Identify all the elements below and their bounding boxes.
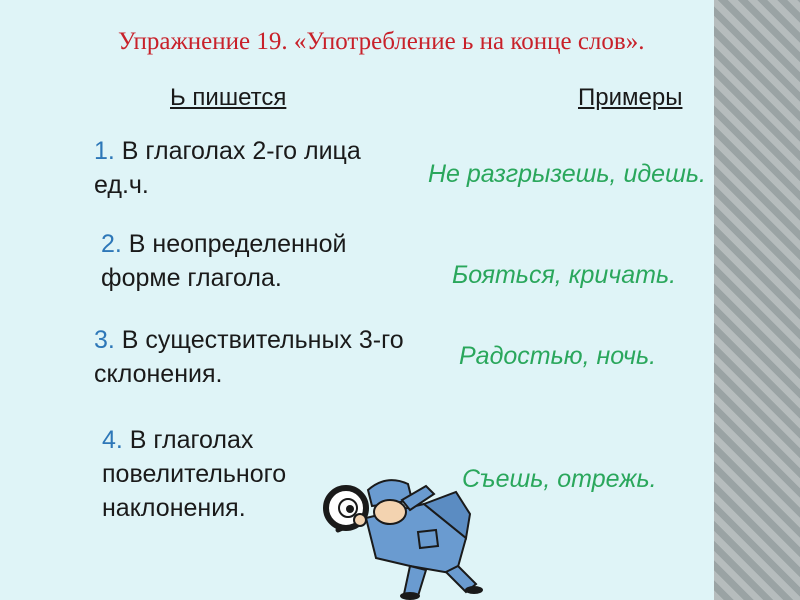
example-item-3: Радостью, ночь. bbox=[459, 342, 657, 370]
detective-with-magnifier-clipart bbox=[306, 474, 484, 600]
example-item-1: Не разгрызешь, идешь. bbox=[428, 160, 706, 188]
exercise-title: Упражнение 19. «Употребление ь на конце слов». bbox=[118, 28, 645, 55]
example-item-4: Съешь, отрежь. bbox=[462, 465, 657, 493]
rule-item-2 bbox=[101, 227, 431, 295]
rule-item-3 bbox=[94, 323, 444, 391]
rule-number: 3. bbox=[94, 326, 115, 354]
rule-number: 1. bbox=[94, 137, 115, 165]
rule-text: В глаголах 2-го лица ед.ч. bbox=[94, 137, 361, 199]
rule-item-4 bbox=[102, 423, 338, 525]
rule-text: В существительных 3-го склонения. bbox=[94, 326, 404, 388]
examples-column-header: Примеры bbox=[578, 84, 683, 111]
rule-column-header: Ь пишется bbox=[170, 84, 287, 111]
decorative-side-stripe bbox=[714, 0, 800, 600]
rule-text: В неопределенной форме глагола. bbox=[101, 230, 347, 292]
example-item-2: Бояться, кричать. bbox=[452, 261, 677, 289]
rule-number: 4. bbox=[102, 426, 123, 454]
rule-number: 2. bbox=[101, 230, 122, 258]
rule-item-1 bbox=[94, 134, 384, 202]
rule-text: В глаголах повелительного наклонения. bbox=[102, 426, 287, 522]
